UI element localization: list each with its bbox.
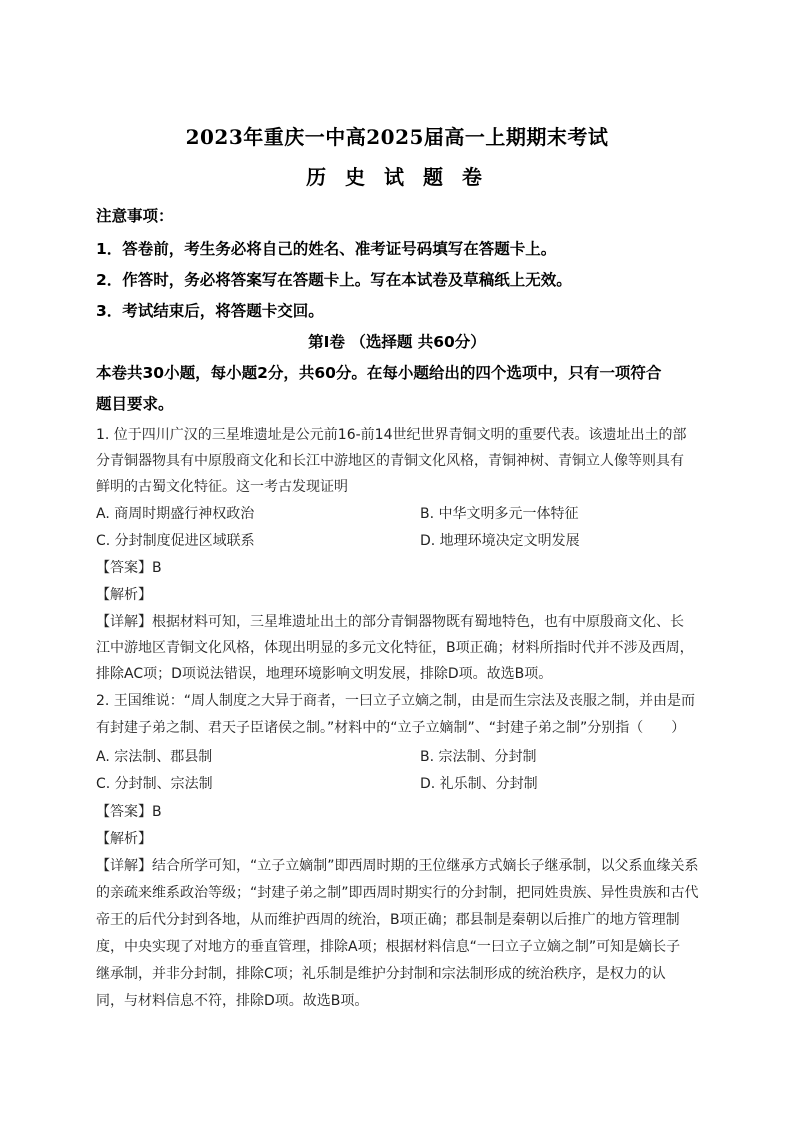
question-1-stem: 分青铜器物具有中原殷商文化和长江中游地区的青铜文化风格，青铜神树、青铜立人像等则具有: [96, 453, 684, 469]
question-2-option-b: B. 宗法制、分封制: [420, 749, 537, 765]
question-1-option-c: C. 分封制度促进区域联系: [96, 533, 255, 549]
question-2-detail: 继承制，并非分封制，排除C项；礼乐制是维护分封制和宗法制形成的统治秩序，是权力的认: [96, 966, 666, 982]
section-title: 第Ⅰ卷 （选择题 共60分）: [308, 333, 486, 351]
question-2-detail: 的亲疏来维系政治等级；“封建子弟之制”即西周时期实行的分封制，把同姓贵族、异性贵族和古代: [96, 885, 699, 901]
question-2-option-c: C. 分封制、宗法制: [96, 776, 213, 792]
notice-item: 2．作答时，务必将答案写在答题卡上。写在本试卷及草稿纸上无效。: [96, 271, 572, 289]
question-1-stem: 鲜明的古蜀文化特征。这一考古发现证明: [96, 479, 348, 495]
question-2-stem: 有封建子弟之制、君天子臣诸侯之制。”材料中的“立子立嫡制”、“封建子弟之制”分别指（ ）: [96, 720, 686, 736]
question-1-analysis-label: 【解析】: [96, 587, 152, 603]
question-1-option-a: A. 商周时期盛行神权政治: [96, 506, 255, 522]
detail-text: 结合所学可知，“立子立嫡制”即西周时期的王位继承方式嫡长子继承制，以父系血缘关系: [152, 858, 699, 874]
detail-tag: 【详解】: [96, 614, 152, 630]
question-2-analysis-label: 【解析】: [96, 831, 152, 847]
question-1-detail: 江中游地区青铜文化风格，体现出明显的多元文化特征，B项正确；材料所指时代并不涉及西周，: [96, 640, 694, 656]
section-instruction: 题目要求。: [96, 395, 174, 413]
question-2-detail: 帝王的后代分封到各地，从而维护西周的统治，B项正确；郡县制是秦朝以后推广的地方管理制: [96, 912, 680, 928]
exam-subtitle: 历 史 试 题 卷: [306, 165, 488, 189]
question-1-detail: 排除AC项；D项说法错误，地理环境影响文明发展，排除D项。故选B项。: [96, 666, 553, 682]
question-2-detail: 同，与材料信息不符，排除D项。故选B项。: [96, 993, 369, 1009]
question-2-answer: 【答案】B: [96, 804, 162, 820]
question-1-option-d: D. 地理环境决定文明发展: [420, 533, 580, 549]
detail-tag: 【详解】: [96, 858, 152, 874]
notice-item: 3．考试结束后，将答题卡交回。: [96, 302, 324, 320]
question-2-stem: 2. 王国维说：“周人制度之大异于商者，一曰立子立嫡之制，由是而生宗法及丧服之制，并由是而: [96, 693, 696, 709]
notice-item: 1．答卷前，考生务必将自己的姓名、准考证号码填写在答题卡上。: [96, 240, 557, 258]
question-1-detail: [96, 611, 706, 631]
question-2-detail: [96, 855, 706, 875]
exam-title: 2023年重庆一中高2025届高一上期期末考试: [185, 125, 609, 149]
question-2-detail: 度，中央实现了对地方的垂直管理，排除A项；根据材料信息“一曰立子立嫡之制”可知是嫡长子: [96, 939, 681, 955]
question-1-stem: 1. 位于四川广汉的三星堆遗址是公元前16-前14世纪世界青铜文明的重要代表。该遗址出土的部: [96, 427, 687, 443]
question-2-option-a: A. 宗法制、郡县制: [96, 749, 213, 765]
notice-heading: 注意事项：: [96, 207, 174, 225]
section-instruction: 本卷共30小题，每小题2分，共60分。在每小题给出的四个选项中，只有一项符合: [96, 364, 662, 382]
question-2-option-d: D. 礼乐制、分封制: [420, 776, 538, 792]
question-1-answer: 【答案】B: [96, 560, 162, 576]
question-1-option-b: B. 中华文明多元一体特征: [420, 506, 579, 522]
detail-text: 根据材料可知，三星堆遗址出土的部分青铜器物既有蜀地特色，也有中原殷商文化、长: [152, 614, 684, 630]
